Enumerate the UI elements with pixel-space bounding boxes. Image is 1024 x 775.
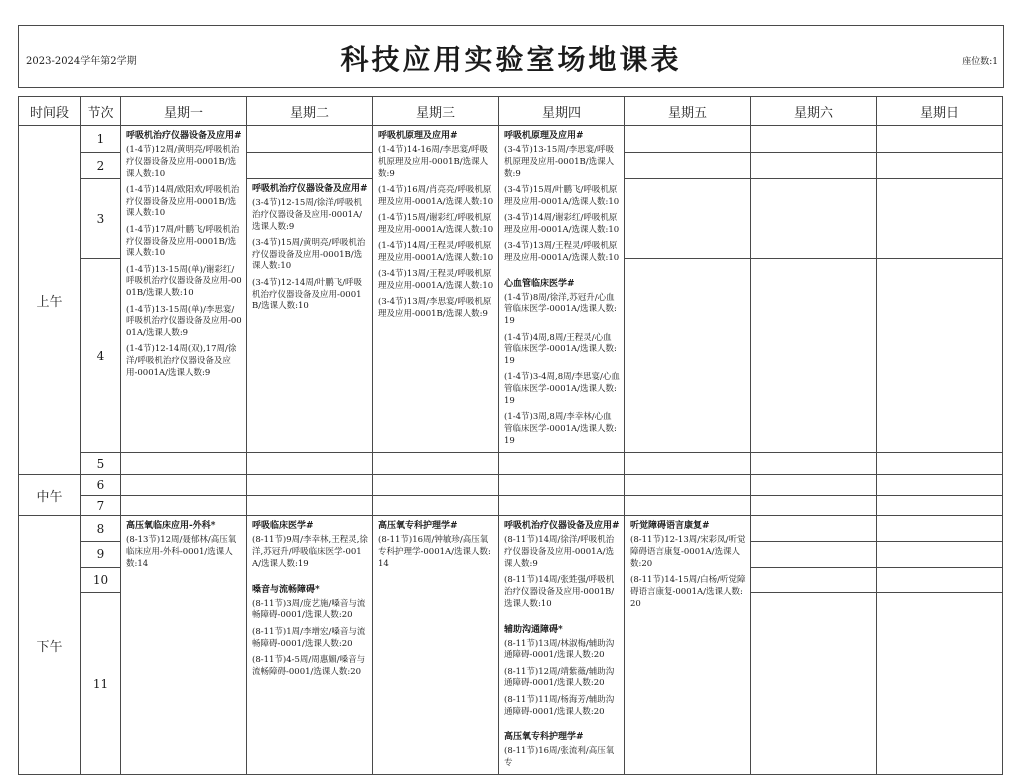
empty-cell (625, 126, 751, 153)
period-cell-10: 10 (81, 567, 121, 593)
course-entry: (8-11节)16周/钟敏珍/高压氧专科护理学-0001A/选课人数:14 (378, 535, 491, 569)
course-entry: (8-11节)4-5周/周惠媚/嗓音与流畅障碍-0001/选课人数:20 (252, 654, 366, 677)
empty-cell (877, 453, 1003, 475)
col-header-period: 节次 (81, 97, 121, 126)
empty-cell (877, 593, 1003, 775)
empty-cell (499, 453, 625, 475)
course-entry: (8-11节)9周/李幸林,王程灵,徐洋,苏冠升/呼吸临床医学-001A/选课人数:19 (252, 535, 368, 569)
course-block (126, 520, 242, 570)
course-entry: (1-4节)17周/叶鹏飞/呼吸机治疗仪器设备及应用-0001B/选课人数:10 (126, 224, 240, 259)
course-cell-wednesday-afternoon (373, 516, 499, 775)
course-block (252, 584, 368, 679)
course-block (504, 278, 620, 448)
course-title: 高压氧临床应用-外科* (126, 521, 216, 532)
empty-cell (751, 593, 877, 775)
course-entry: (8-11节)14-15周/白杨/听觉障碍语言康复-0001A/选课人数:20 (630, 575, 746, 609)
day-header-sunday: 星期日 (877, 97, 1003, 126)
course-cell-friday-afternoon (625, 516, 751, 775)
empty-cell (751, 475, 877, 496)
course-entry: (3-4节)14周/谢彩红/呼吸机原理及应用-0001A/选课人数:10 (504, 212, 620, 235)
course-entry: (8-11节)12-13周/宋彩凤/听觉障碍语言康复-0001A/选课人数:20 (630, 535, 746, 569)
col-header-time-period: 时间段 (19, 97, 81, 126)
time-period-afternoon: 下午 (19, 516, 81, 775)
course-entry: (3-4节)15周/黄明亮/呼吸机治疗仪器设备及应用-0001B/选课人数:10 (252, 237, 366, 272)
course-entry: (1-4节)14周/王程灵/呼吸机原理及应用-0001A/选课人数:10 (378, 241, 494, 263)
empty-cell (247, 475, 373, 496)
course-block (252, 520, 368, 570)
empty-cell (247, 153, 373, 179)
empty-cell (625, 496, 751, 516)
empty-cell (877, 567, 1003, 593)
course-entry: (1-4节)16周/肖亮亮/呼吸机原理及应用-0001A/选课人数:10 (378, 184, 494, 207)
course-entry: (8-11节)1周/李增宏/嗓音与流畅障碍-0001/选课人数:20 (252, 626, 366, 649)
course-title: 辅助沟通障碍* (504, 624, 563, 635)
empty-cell (751, 496, 877, 516)
period-cell-1: 1 (81, 126, 121, 153)
empty-cell (625, 153, 751, 179)
empty-cell (751, 259, 877, 453)
course-cell-thursday-morning (499, 126, 625, 453)
period-cell-9: 9 (81, 541, 121, 567)
empty-cell (751, 516, 877, 542)
course-entry: (1-4节)3-4周,8周/李思宴/心血管临床医学-0001A/选课人数:19 (504, 372, 620, 407)
course-entry: (1-4节)12-14周(双),17周/徐洋/呼吸机治疗仪器设备及应用-0001A/选课人数:9 (126, 344, 237, 379)
empty-cell (121, 453, 247, 475)
course-entry: (8-11节)12周/靖紫薇/辅助沟通障碍-0001/选课人数:20 (504, 666, 615, 689)
course-entry: (8-13节)12周/聂郁林/高压氧临床应用-外科-0001/选课人数:14 (126, 535, 237, 569)
course-entry: (8-11节)14周/张甡强/呼吸机治疗仪器设备及应用-0001B/选课人数:10 (504, 575, 615, 609)
day-header-friday: 星期五 (625, 97, 751, 126)
course-entry: (1-4节)3周,8周/李幸林/心血管临床医学-0001A/选课人数:19 (504, 412, 617, 446)
empty-cell (121, 475, 247, 496)
day-header-saturday: 星期六 (751, 97, 877, 126)
course-block (504, 520, 620, 610)
empty-cell (751, 453, 877, 475)
page-title: 科技应用实验室场地课表 (340, 43, 682, 76)
empty-cell (499, 475, 625, 496)
course-entry: (3-4节)13-15周/李思宴/呼吸机原理及应用-0001B/选课人数:9 (504, 145, 615, 179)
course-cell-monday-morning (121, 126, 247, 453)
period-cell-2: 2 (81, 153, 121, 179)
empty-cell (877, 541, 1003, 567)
course-block (378, 130, 494, 321)
course-cell-tuesday-morning (247, 179, 373, 453)
course-entry: (3-4节)13周/王程灵/呼吸机原理及应用-0001A/选课人数:10 (504, 241, 620, 263)
course-cell-thursday-afternoon (499, 516, 625, 775)
day-header-thursday: 星期四 (499, 97, 625, 126)
course-block (126, 130, 242, 380)
day-header-wednesday: 星期三 (373, 97, 499, 126)
course-entry: (3-4节)12-14周/叶鹏飞/呼吸机治疗仪器设备及应用-0001B/选课人数:10 (252, 277, 363, 312)
period-cell-5: 5 (81, 453, 121, 475)
empty-cell (751, 179, 877, 259)
empty-cell (499, 496, 625, 516)
empty-cell (751, 153, 877, 179)
course-block (504, 731, 620, 770)
empty-cell (877, 179, 1003, 259)
course-entry: (1-4节)12周/黄明亮/呼吸机治疗仪器设备及应用-0001B/选课人数:10 (126, 145, 240, 179)
course-block (504, 130, 620, 265)
course-entry: (8-11节)13周/林淑梅/辅助沟通障碍-0001/选课人数:20 (504, 638, 615, 661)
empty-cell (877, 516, 1003, 542)
period-cell-11: 11 (81, 593, 121, 775)
empty-cell (877, 259, 1003, 453)
empty-cell (751, 567, 877, 593)
period-cell-4: 4 (81, 259, 121, 453)
time-period-morning: 上午 (19, 126, 81, 475)
empty-cell (247, 496, 373, 516)
course-entry: (1-4节)13-15周(单)/李思宴/呼吸机治疗仪器设备及应用-0001A/选课人数:9 (126, 304, 242, 339)
course-title: 呼吸机治疗仪器设备及应用# (504, 521, 620, 532)
course-entry: (8-11节)16周/张流利/高压氧专 (504, 746, 615, 769)
semester-label: 2023-2024学年第2学期 (26, 56, 137, 67)
course-cell-tuesday-afternoon (247, 516, 373, 775)
course-title: 呼吸机治疗仪器设备及应用# (126, 131, 242, 141)
course-block (504, 624, 620, 719)
empty-cell (373, 453, 499, 475)
course-entry: (1-4节)4周,8周/王程灵/心血管临床医学-0001A/选课人数:19 (504, 332, 617, 367)
course-entry: (3-4节)12-15周/徐洋/呼吸机治疗仪器设备及应用-0001A/选课人数:9 (252, 198, 363, 232)
course-entry: (8-11节)3周/庞艺施/嗓音与流畅障碍-0001/选课人数:20 (252, 598, 366, 621)
empty-cell (877, 475, 1003, 496)
empty-cell (877, 153, 1003, 179)
empty-cell (247, 126, 373, 153)
course-title: 呼吸临床医学# (252, 521, 314, 532)
course-title: 呼吸机治疗仪器设备及应用# (252, 184, 368, 194)
period-cell-6: 6 (81, 475, 121, 496)
empty-cell (751, 126, 877, 153)
course-title: 心血管临床医学# (504, 278, 575, 289)
empty-cell (373, 496, 499, 516)
course-cell-wednesday-morning (373, 126, 499, 453)
empty-cell (121, 496, 247, 516)
course-entry: (1-4节)14-16周/李思宴/呼吸机原理及应用-0001B/选课人数:9 (378, 145, 489, 179)
course-entry: (1-4节)13-15周(单)/谢彩红/呼吸机治疗仪器设备及应用-0001B/选课人数:10 (126, 264, 242, 299)
day-header-monday: 星期一 (121, 97, 247, 126)
seats-label: 座位数:1 (962, 57, 998, 67)
course-entry: (1-4节)15周/谢彩红/呼吸机原理及应用-0001A/选课人数:10 (378, 212, 494, 235)
course-title: 听觉障碍语言康复# (630, 521, 710, 532)
empty-cell (373, 475, 499, 496)
period-cell-3: 3 (81, 179, 121, 259)
course-block (252, 183, 368, 313)
document-header (18, 25, 1004, 88)
course-title: 呼吸机原理及应用# (504, 131, 584, 141)
course-block (378, 520, 494, 570)
empty-cell (625, 259, 751, 453)
course-title: 呼吸机原理及应用# (378, 131, 458, 141)
course-title: 高压氧专科护理学# (378, 521, 458, 532)
time-period-noon: 中午 (19, 475, 81, 516)
empty-cell (247, 453, 373, 475)
period-cell-8: 8 (81, 516, 121, 542)
empty-cell (625, 179, 751, 259)
empty-cell (877, 126, 1003, 153)
course-entry: (8-11节)14周/徐洋/呼吸机治疗仪器设备及应用-0001A/选课人数:9 (504, 535, 615, 569)
empty-cell (625, 475, 751, 496)
course-title: 高压氧专科护理学# (504, 732, 584, 743)
course-entry: (1-4节)14周/欧阳欢/呼吸机治疗仪器设备及应用-0001B/选课人数:10 (126, 184, 240, 219)
course-entry: (1-4节)8周/徐洋,苏冠升/心血管临床医学-0001A/选课人数:19 (504, 292, 617, 327)
course-entry: (3-4节)15周/叶鹏飞/呼吸机原理及应用-0001A/选课人数:10 (504, 184, 620, 207)
timetable (18, 96, 1003, 775)
empty-cell (877, 496, 1003, 516)
empty-cell (625, 453, 751, 475)
empty-cell (751, 541, 877, 567)
course-title: 嗓音与流畅障碍* (252, 584, 320, 595)
course-entry: (3-4节)13周/王程灵/呼吸机原理及应用-0001A/选课人数:10 (378, 269, 494, 291)
course-block (630, 520, 746, 610)
day-header-tuesday: 星期二 (247, 97, 373, 126)
course-cell-monday-afternoon (121, 516, 247, 775)
course-entry: (3-4节)13周/李思宴/呼吸机原理及应用-0001B/选课人数:9 (378, 297, 492, 320)
course-entry: (8-11节)11周/杨海芳/辅助沟通障碍-0001/选课人数:20 (504, 694, 615, 717)
period-cell-7: 7 (81, 496, 121, 516)
